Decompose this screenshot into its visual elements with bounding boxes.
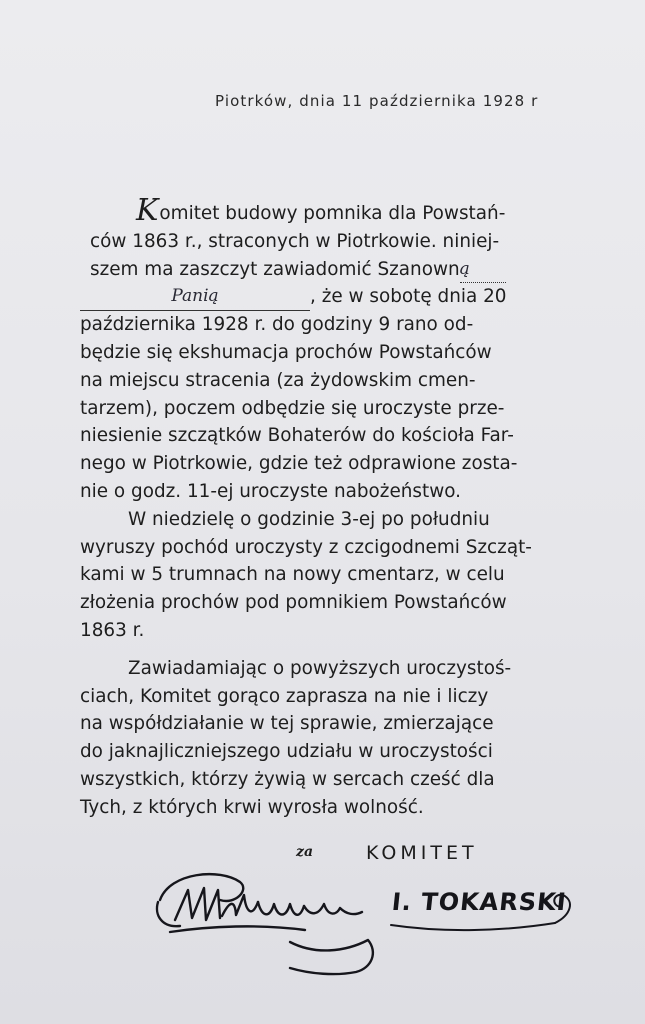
line-text: 1863 r. (80, 619, 145, 641)
line-p1-2 (80, 228, 568, 256)
line-p1-1 (80, 193, 568, 228)
place-date: Piotrków, dnia 11 października 1928 r (215, 92, 539, 110)
letter-body (80, 193, 568, 822)
signature-prefix: za (296, 844, 314, 860)
form-field-ending: ą (460, 256, 506, 284)
line-text: szem ma zaszczyt zawiadomić Szanown (90, 258, 460, 280)
line-p1-10 (80, 450, 568, 478)
line-text: ców 1863 r., straconych w Piotrkowie. niniej- (90, 230, 500, 252)
line-text: wyruszy pochód uroczysty z czcigodnemi Szcząt- (80, 536, 532, 558)
line-text: omitet budowy pomnika dla Powstań- (159, 203, 506, 224)
line-text: będzie się ekshumacja prochów Powstańców (80, 341, 492, 363)
line-p1-8 (80, 395, 568, 423)
line-p2-1 (80, 506, 568, 534)
line-text: złożenia prochów pod pomnikiem Powstańców (80, 592, 507, 614)
line-text: Tych, z których krwi wyrosła wolność. (80, 796, 424, 818)
line-text: wszystkich, którzy żywią w sercach cześć dla (80, 768, 495, 790)
line-p2-4 (80, 589, 568, 617)
line-p3-1 (80, 655, 568, 683)
line-p3-6 (80, 794, 568, 822)
line-text: na współdziałanie w tej sprawie, zmierzające (80, 713, 494, 735)
line-p1-7 (80, 367, 568, 395)
line-p1-9 (80, 422, 568, 450)
line-p2-2 (80, 534, 568, 562)
line-text: Zawiadamiając o powyższych uroczystoś- (128, 657, 512, 679)
line-p1-11 (80, 478, 568, 506)
line-text: W niedzielę o godzinie 3-ej po południu (128, 508, 490, 530)
line-p3-5 (80, 766, 568, 794)
line-text: tarzem), poczem odbędzie się uroczyste prze- (80, 397, 505, 419)
line-text: kami w 5 trumnach na nowy cmentarz, w celu (80, 564, 505, 586)
line-text: października 1928 r. do godziny 9 rano od- (80, 314, 474, 336)
line-p1-4 (80, 283, 568, 311)
committee-label: KOMITET (366, 842, 478, 864)
line-p3-4 (80, 738, 568, 766)
initial-letter: K (136, 193, 159, 228)
line-text: ciach, Komitet gorąco zaprasza na nie i liczy (80, 685, 489, 707)
line-text: niesienie szczątków Bohaterów do kościoła Far- (80, 425, 514, 447)
line-p3-3 (80, 710, 568, 738)
line-text: nie o godz. 11-ej uroczyste nabożeństwo. (80, 480, 462, 502)
line-text: do jaknajliczniejszego udziału w uroczystości (80, 741, 493, 763)
line-p1-6 (80, 339, 568, 367)
line-p3-2 (80, 683, 568, 711)
line-text: na miejscu stracenia (za żydowskim cmen- (80, 369, 476, 391)
line-p1-5 (80, 311, 568, 339)
line-text: , że w sobotę dnia 20 (310, 286, 507, 308)
handwritten-signature (140, 860, 385, 990)
line-text: nego w Piotrkowie, gdzie też odprawione zosta- (80, 453, 518, 475)
line-text (159, 200, 568, 228)
line-p2-5 (80, 617, 568, 645)
form-field-recipient: Panią (80, 283, 310, 311)
line-p2-3 (80, 561, 568, 589)
line-p1-3 (80, 256, 568, 284)
signer-name: I. TOKARSKI (390, 888, 569, 916)
signature-flourish (385, 875, 580, 945)
